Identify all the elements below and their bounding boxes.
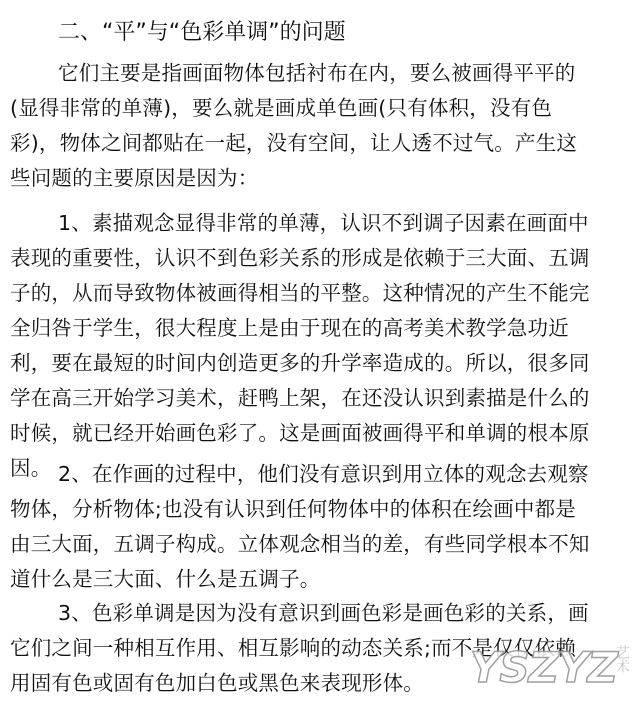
paragraph-reason-2	[10, 457, 630, 597]
paragraph-line: 它们主要是指画面物体包括衬布在内，要么被画得平平的	[58, 61, 576, 85]
paragraph-line: 3、色彩单调是因为没有意识到画色彩是画色彩的关系，画	[58, 601, 589, 625]
paragraph-line: 表现的重要性，认识不到色彩关系的形成是依赖于三大面、五调	[10, 246, 590, 270]
paragraph-line: 1、素描观念显得非常的单薄，认识不到调子因素在画面中	[58, 211, 589, 235]
section-heading: 二、“平”与“色彩单调”的问题	[58, 20, 346, 45]
paragraph-line: 子的，从而导致物体被画得相当的平整。这种情况的产生不能完	[10, 281, 590, 305]
paragraph-line: (显得非常的单薄)，要么就是画成单色画(只有体积，没有色	[10, 96, 553, 120]
paragraph-line: 物体，分析物体;也没有认识到任何物体中的体积在绘画中都是	[10, 497, 577, 521]
paragraph-intro	[10, 56, 630, 196]
paragraph-line: 全归咎于学生，很大程度上是由于现在的高考美术教学急功近	[10, 316, 569, 340]
paragraph-reason-1	[10, 206, 630, 486]
paragraph-line: 学在高三开始学习美术，赶鸭上架，在还没认识到素描是什么的	[10, 386, 590, 410]
paragraph-reason-3	[10, 596, 630, 701]
paragraph-line: 它们之间一种相互作用、相互影响的动态关系;而不是仅仅依赖	[10, 636, 577, 660]
paragraph-line: 因。	[10, 456, 52, 480]
paragraph-line: 彩)，物体之间都贴在一起，没有空间，让人透不过气。产生这	[10, 131, 578, 155]
watermark-logo-text: YSZYZ	[470, 643, 617, 692]
paragraph-line: 利，要在最短的时间内创造更多的升学率造成的。所以，很多同	[10, 351, 590, 375]
paragraph-line: 道什么是三大面、什么是五调子。	[10, 567, 321, 591]
paragraph-line: 些问题的主要原因是因为：	[10, 166, 259, 190]
paragraph-line: 时候，就已经开始画色彩了。这是画面被画得平和单调的根本原	[10, 421, 590, 445]
paragraph-line: 由三大面，五调子构成。立体观念相当的差，有些同学根本不知	[10, 532, 590, 556]
paragraph-line: 用固有色或固有色加白色或黑色来表现形体。	[10, 671, 424, 695]
watermark-side-text: 艺术	[614, 645, 630, 673]
paragraph-line: 2、在作画的过程中，他们没有意识到用立体的观念去观察	[58, 462, 589, 486]
